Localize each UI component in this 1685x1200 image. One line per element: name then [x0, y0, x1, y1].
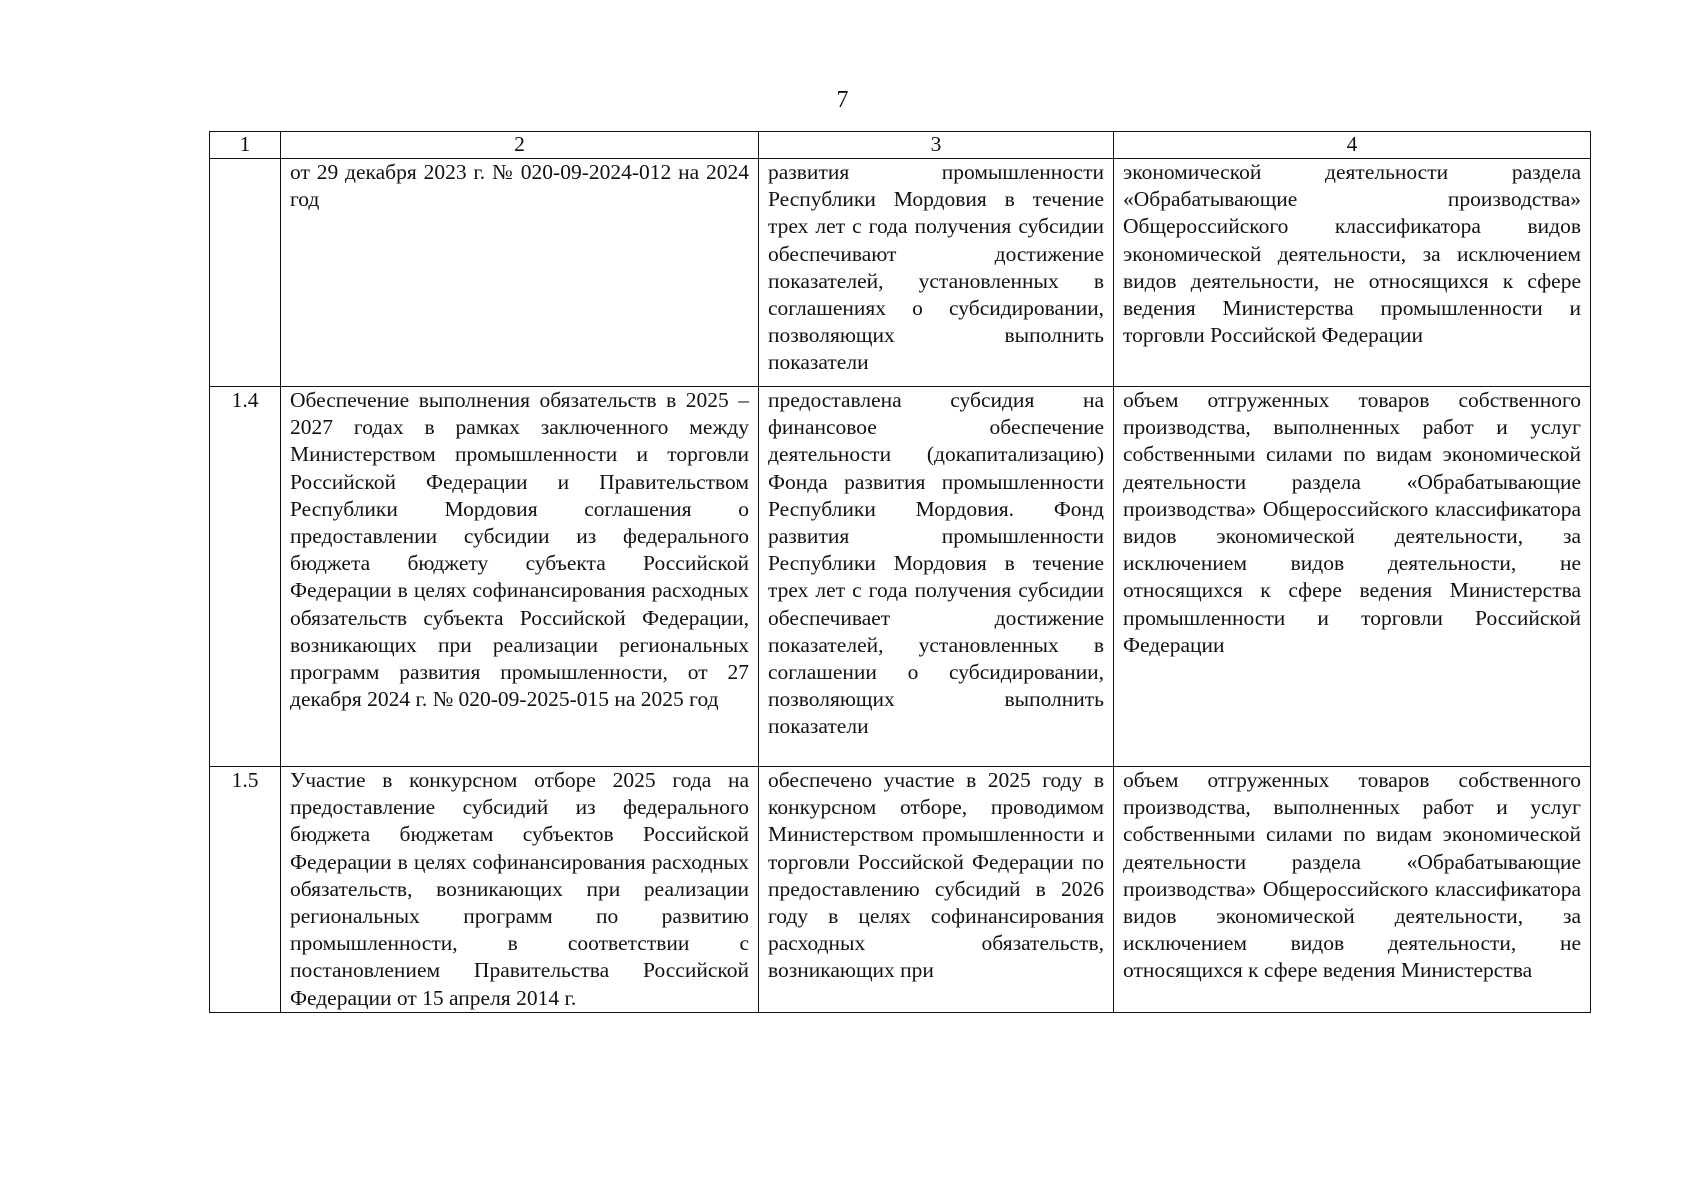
result-cell [759, 159, 1114, 387]
indicator-cell [1114, 767, 1591, 1013]
result-text: развития промышленности Республики Мордовия в течение трех лет с года получения субсидии обеспечивают достижение показателей, установленных в соглашениях о субсидировании, позволяющих выполнить показатели [768, 160, 1104, 375]
indicator-text: объем отгруженных товаров собственного производства, выполненных работ и услуг собственными силами по видам экономической деятельности раздела «Обрабатывающие производства» Общероссийского классификатора видов экономической деятельности, за исключением видов деятельности, не относящихся к сфере ведения Министерства [1123, 768, 1581, 983]
measure-text: Участие в конкурсном отборе 2025 года на предоставление субсидий из федерального бюджета бюджетам субъектов Российской Федерации в целях софинансирования расходных обязательств, возникающих при реализации региональных программ по развитию промышленности, в соответствии с постановлением Правительства Российской Федерации от 15 апреля 2014 г. [290, 768, 749, 1010]
result-cell [759, 387, 1114, 767]
column-header: 3 [759, 132, 1114, 159]
column-header: 1 [210, 132, 281, 159]
result-cell [759, 767, 1114, 1013]
column-header: 2 [281, 132, 759, 159]
column-header: 4 [1114, 132, 1591, 159]
table-row [210, 767, 1591, 1013]
table-row [210, 387, 1591, 767]
indicator-cell [1114, 387, 1591, 767]
measure-cell [281, 159, 759, 387]
row-number: 1.5 [210, 767, 281, 1013]
measure-text: от 29 декабря 2023 г. № 020-09-2024-012 на 2024 год [290, 160, 749, 212]
page-number: 7 [836, 87, 849, 113]
table-row [210, 159, 1591, 387]
result-text: обеспечено участие в 2025 году в конкурсном отборе, проводимом Министерством промышленности и торговли Российской Федерации по предоставлению субсидий в 2026 году в целях софинансирования расходных обязательств, возникающих при [768, 768, 1104, 983]
indicator-text: экономической деятельности раздела «Обрабатывающие производства» Общероссийского классификатора видов экономической деятельности, за исключением видов деятельности, не относящихся к сфере ведения Министерства промышленности и торговли Российской Федерации [1123, 160, 1581, 348]
indicator-text: объем отгруженных товаров собственного производства, выполненных работ и услуг собственными силами по видам экономической деятельности раздела «Обрабатывающие производства» Общероссийского классификатора видов экономической деятельности, за исключением видов деятельности, не относящихся к сфере ведения Министерства промышленности и торговли Российской Федерации [1123, 388, 1581, 657]
row-number [210, 159, 281, 387]
indicators-table [209, 131, 1591, 1013]
row-number: 1.4 [210, 387, 281, 767]
measure-cell [281, 767, 759, 1013]
measure-text: Обеспечение выполнения обязательств в 2025 – 2027 годах в рамках заключенного между Министерством промышленности и торговли Российской Федерации и Правительством Республики Мордовия соглашения о предоставлении субсидии из федерального бюджета бюджету субъекта Российской Федерации в целях софинансирования расходных обязательств субъекта Российской Федерации, возникающих при реализации региональных программ развития промышленности, от 27 декабря 2024 г. № 020-09-2025-015 на 2025 год [290, 388, 749, 712]
measure-cell [281, 387, 759, 767]
indicator-cell [1114, 159, 1591, 387]
table-header-row [210, 132, 1591, 159]
result-text: предоставлена субсидия на финансовое обеспечение деятельности (докапитализацию) Фонда развития промышленности Республики Мордовия. Фонд развития промышленности Республики Мордовия в течение трех лет с года получения субсидии обеспечивает достижение показателей, установленных в соглашении о субсидировании, позволяющих выполнить показатели [768, 388, 1104, 739]
